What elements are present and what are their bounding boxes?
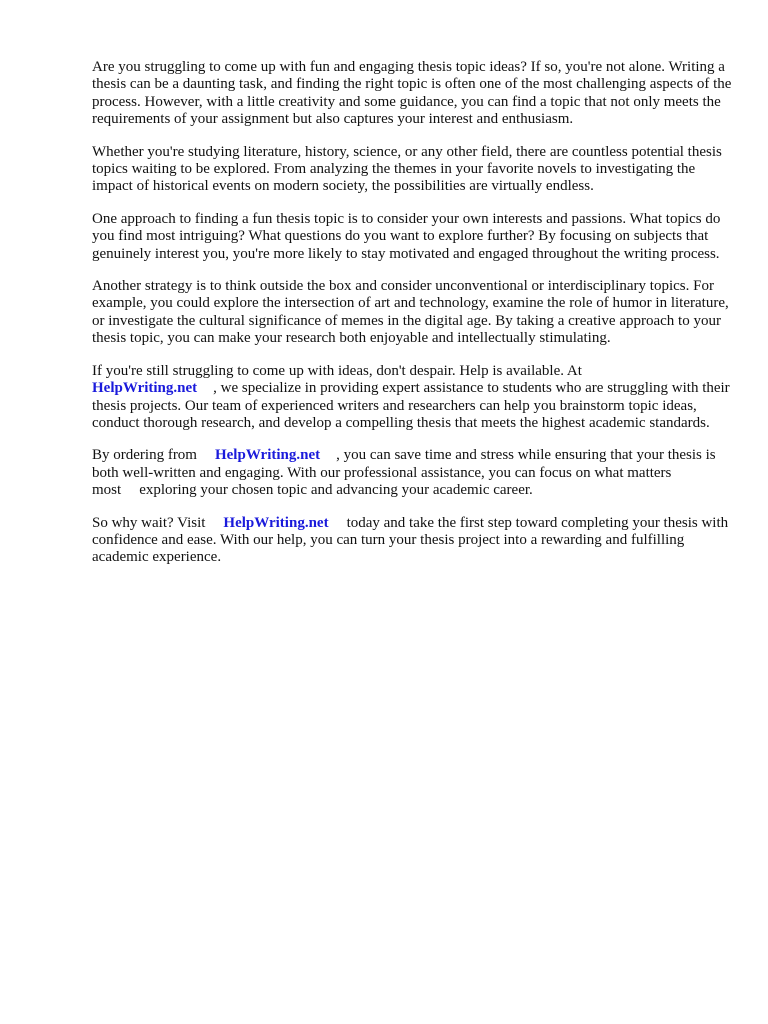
paragraph-visit-rest: today and take the first step toward completing your thesis with confidence and ease. With our help, you can turn your thesis project into a rewarding and fulfilling academic experience. <box>92 514 729 566</box>
helpwriting-link-1[interactable]: HelpWriting.net <box>92 380 198 397</box>
paragraph-help <box>92 363 732 433</box>
paragraph-help-rest: , we specialize in providing expert assistance to students who are struggling with their thesis projects. Our team of experienced writers and researchers can help you brainstorm topic ideas, conduct thorough research, and develop a compelling thesis that meets the highest academic standards. <box>92 380 730 431</box>
document-body <box>92 59 732 582</box>
paragraph-strategy: Another strategy is to think outside the box and consider unconventional or interdisciplinary topics. For example, you could explore the intersection of art and technology, examine the role of humor in literature, or investigate the cultural significance of memes in the digital age. By taking a creative approach to your thesis topic, you can make your research both enjoyable and intellectually stimulating. <box>92 278 729 347</box>
paragraph-ordering-end: exploring your chosen topic and advancing your academic career. <box>139 482 533 499</box>
paragraph-visit-lead: So why wait? Visit <box>92 514 206 531</box>
helpwriting-link-2[interactable]: HelpWriting.net <box>214 447 321 464</box>
helpwriting-link-3[interactable]: HelpWriting.net <box>223 514 329 531</box>
paragraph-interests: One approach to finding a fun thesis topic is to consider your own interests and passions. What topics do you find most intriguing? What questions do you want to explore further? By focusing on subjects that genuinely interest you, you're more likely to stay motivated and engaged throughout the writing process. <box>92 210 721 262</box>
paragraph-ordering-lead: By ordering from <box>92 447 197 464</box>
paragraph-fields: Whether you're studying literature, history, science, or any other field, there are countless potential thesis topics waiting to be explored. From analyzing the themes in your favorite novels to investigating the impact of historical events on modern society, the possibilities are virtually endless. <box>92 143 722 195</box>
paragraph-ordering-rest: , you can save time and stress while ensuring that your thesis is both well-written and engaging. With our professional assistance, you can focus on what matters most <box>92 447 716 499</box>
paragraph-visit <box>92 515 732 567</box>
paragraph-intro: Are you struggling to come up with fun and engaging thesis topic ideas? If so, you're not alone. Writing a thesis can be a daunting task, and finding the right topic is often one of the most challenging aspects of the process. However, with a little creativity and some guidance, you can find a topic that not only meets the requirements of your assignment but also captures your interest and enthusiasm. <box>92 59 732 128</box>
paragraph-ordering <box>92 447 732 499</box>
paragraph-help-lead: If you're still struggling to come up with ideas, don't despair. Help is available. At <box>92 362 582 379</box>
